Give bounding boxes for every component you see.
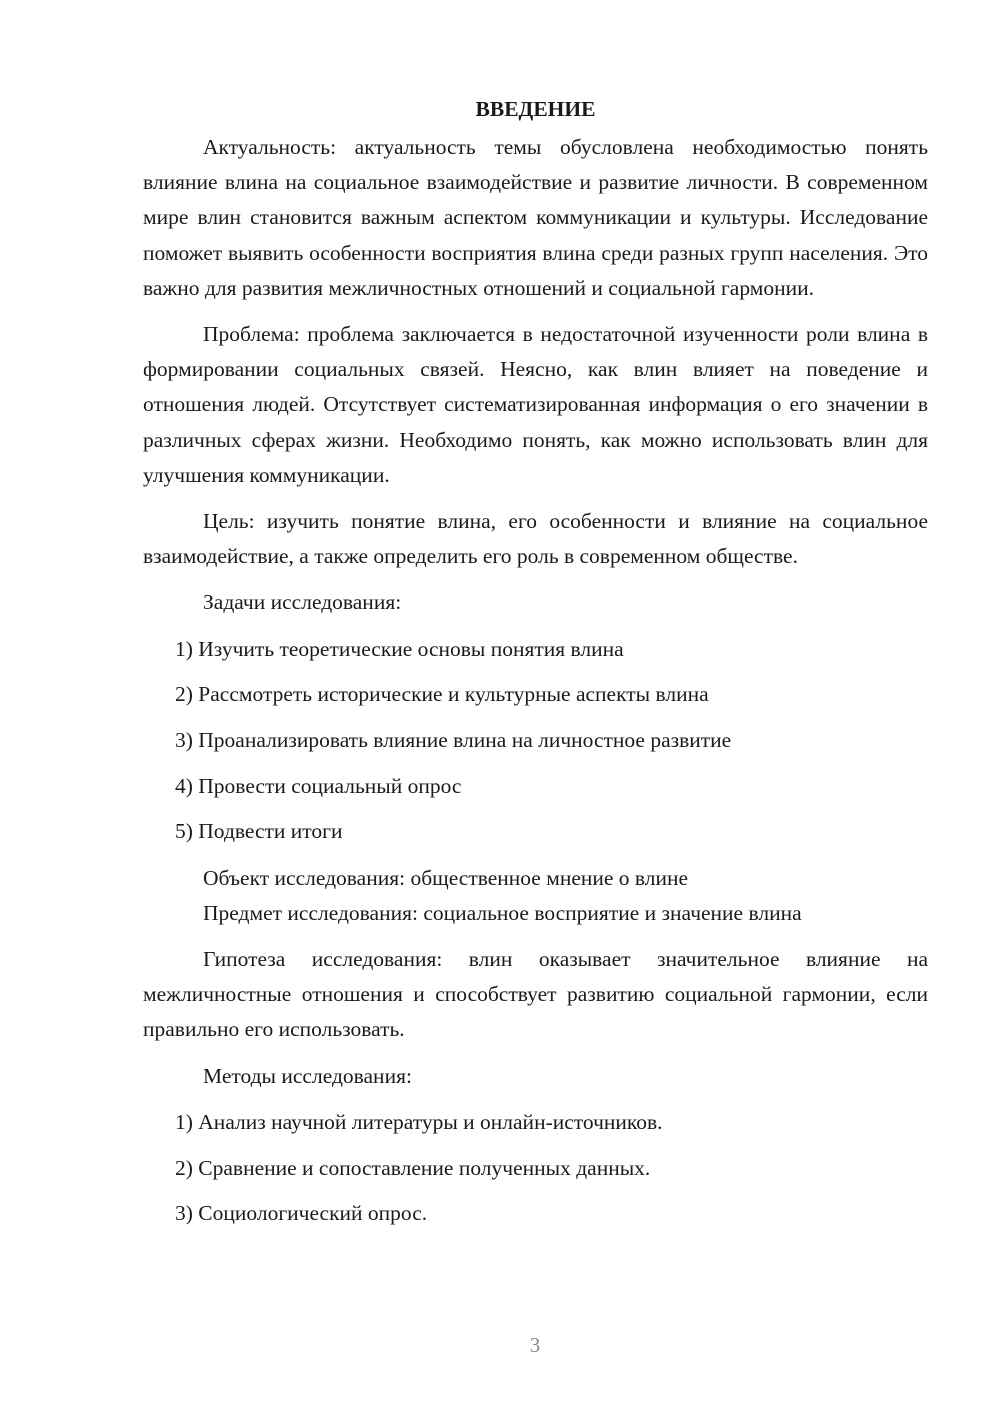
methods-list	[143, 1105, 928, 1232]
list-item: 3) Социологический опрос.	[175, 1201, 428, 1226]
subject-paragraph: Предмет исследования: социальное восприятие и значение влина	[203, 900, 802, 925]
list-item: 5) Подвести итоги	[175, 819, 343, 844]
page-content	[143, 92, 928, 1231]
list-item: 2) Сравнение и сопоставление полученных данных.	[175, 1155, 651, 1180]
page-number: 3	[529, 1333, 541, 1357]
list-item: 3) Проанализировать влияние влина на личностное развитие	[175, 728, 732, 753]
object-paragraph: Объект исследования: общественное мнение о влине	[203, 865, 689, 890]
hypothesis-paragraph: Гипотеза исследования: влин оказывает значительное влияние на межличностные отношения и способствует развитию социальной гармонии, если правильно его использовать.	[143, 947, 928, 1042]
relevance-paragraph: Актуальность: актуальность темы обусловлена необходимостью понять влияние влина на социальное взаимодействие и развитие личности. В современном мире влин становится важным аспектом коммуникации и культуры. Исследование поможет выявить особенности восприятия влина среди разных групп населения. Это важно для развития межличностных отношений и социальной гармонии.	[143, 135, 928, 300]
tasks-heading: Задачи исследования:	[203, 590, 402, 615]
list-item: 2) Рассмотреть исторические и культурные аспекты влина	[175, 682, 709, 707]
section-title: ВВЕДЕНИЕ	[475, 97, 596, 121]
list-item: 1) Изучить теоретические основы понятия влина	[175, 636, 624, 661]
problem-paragraph: Проблема: проблема заключается в недостаточной изученности роли влина в формировании социальных связей. Неясно, как влин влияет на поведение и отношения людей. Отсутствует систематизированная информация о его значении в различных сферах жизни. Необходимо понять, как можно использовать влин для улучшения коммуникации.	[143, 322, 928, 487]
list-item: 1) Анализ научной литературы и онлайн-источников.	[175, 1109, 663, 1134]
methods-heading: Методы исследования:	[203, 1063, 412, 1088]
list-item: 4) Провести социальный опрос	[175, 773, 462, 798]
tasks-list	[143, 632, 928, 850]
goal-paragraph: Цель: изучить понятие влина, его особенности и влияние на социальное взаимодействие, а также определить его роль в современном обществе.	[143, 509, 928, 569]
